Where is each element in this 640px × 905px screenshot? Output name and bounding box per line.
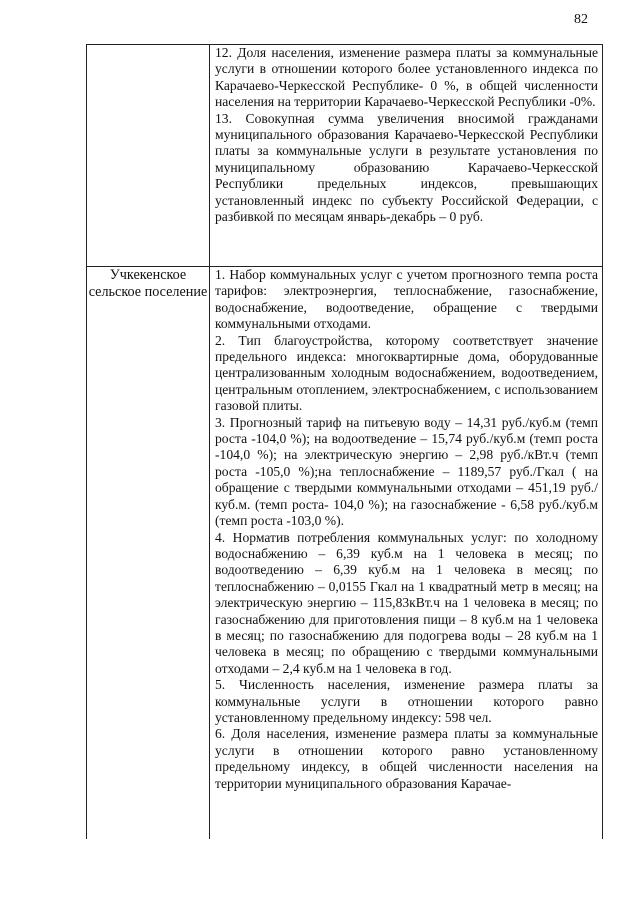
paragraph-6: 6. Доля населения, изменение размера платы за коммунальные услуги в отношении которого равно установленному предельному индексу, в общей численности населения на территории муниципального образования Карачае- [215, 726, 598, 791]
paragraph-3: 3. Прогнозный тариф на питьевую воду – 14,31 руб./куб.м (темп роста -104,0 %); на водоотведение – 15,74 руб./куб.м (темп роста -104,0 %); на электрическую энергию – 2,98 руб./кВт.ч (темп роста -105,0 %);на теплоснабжение – 1189,57 руб./Гкал ( на обращение с твердыми коммунальными отходами – 451,19 руб./куб.м. (темп роста- 104,0 %); на газоснабжение - 6,58 руб./куб.м (темп роста -103,0 %). [215, 414, 598, 529]
paragraph-2: 2. Тип благоустройства, которому соответствует значение предельного индекса: многоквартирные дома, оборудованные централизованным холодным водоснабжением, водоотведением, центральным отоплением, электроснабжением, с использованием газовой плиты. [215, 332, 598, 414]
paragraph-5: 5. Численность населения, изменение размера платы за коммунальные услуги в отношении которого равно установленному предельному индексу: 598 чел. [215, 677, 598, 725]
paragraph-1: 1. Набор коммунальных услуг с учетом прогнозного темпа роста тарифов: электроэнергия, теплоснабжение, газоснабжение, водоснабжение, водоотведение, обращение с твердыми коммунальными отходами. [215, 267, 598, 332]
region-cell [87, 45, 210, 267]
content-cell [210, 267, 603, 840]
paragraph-13: 13. Совокупная сумма увеличения вносимой гражданами муниципального образования Карачаево-Черкесской Республики платы за коммунальные услуги в результате установления по муниципальному образованию Карачаево-Черкесской Республики предельных индексов, превышающих установленный индекс по субъекту Российской Федерации, с разбивкой по месяцам январь-декабрь – 0 руб. [215, 110, 598, 225]
indices-table [86, 44, 603, 839]
page-number: 82 [574, 12, 588, 27]
table-row [87, 45, 603, 267]
paragraph-12: 12. Доля населения, изменение размера платы за коммунальные услуги в отношении которого более установленного индекса по Карачаево-Черкесской Республике- 0 %, в общей численности населения на территории Карачаево-Черкесской Республики -0%. [215, 45, 598, 110]
table-row [87, 267, 603, 840]
region-cell: Учкекенское сельское поселение [87, 267, 210, 840]
paragraph-4: 4. Норматив потребления коммунальных услуг: по холодному водоснабжению – 6,39 куб.м на 1 человека в месяц; по водоотведению – 6,39 куб.м на 1 человека в месяц; по теплоснабжению – 0,0155 Гкал на 1 квадратный метр в месяц; на электрическую энергию – 115,83кВт.ч на 1 человека в месяц; по газоснабжению для приготовления пищи – 8 куб.м на 1 человека в месяц; по газоснабжению для подогрева воды – 28 куб.м на 1 человека в месяц; по обращению с твердыми коммунальными отходами – 2,4 куб.м на 1 человека в год. [215, 529, 598, 676]
content-cell [210, 45, 603, 267]
